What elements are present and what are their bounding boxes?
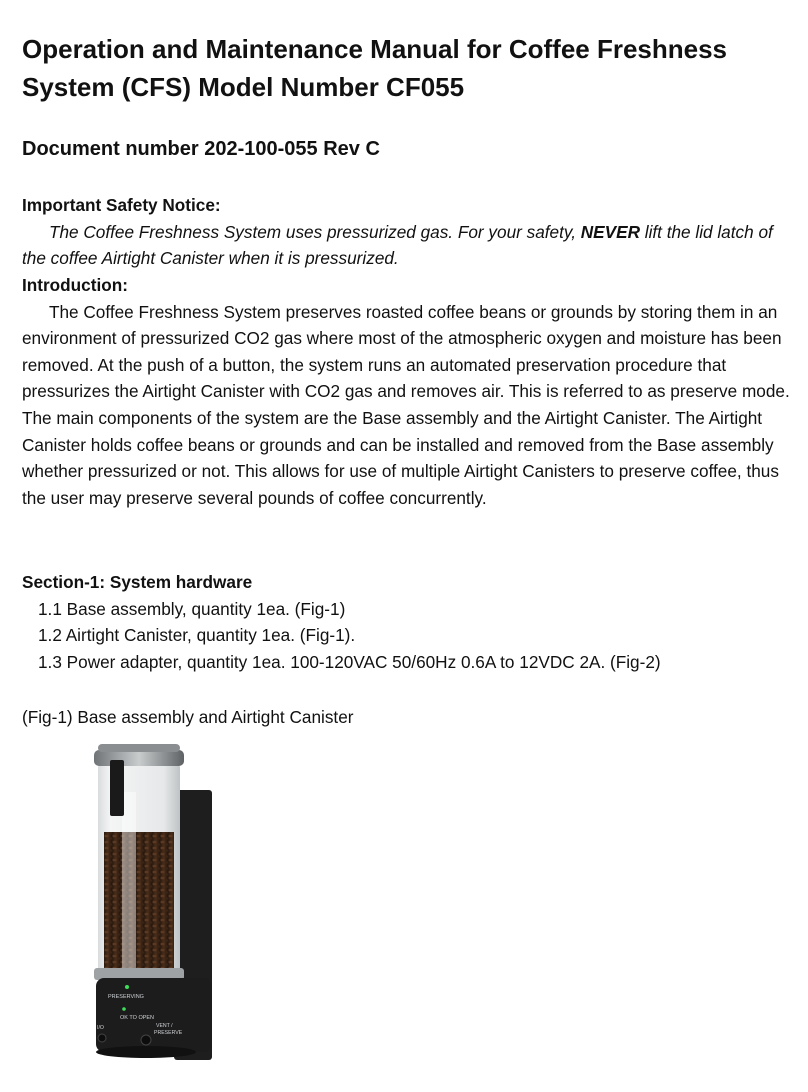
ok-to-open-led <box>122 1007 126 1011</box>
introduction <box>22 272 792 511</box>
coffee-beans <box>104 832 174 972</box>
preserving-led <box>125 985 129 989</box>
base-bottom <box>96 1046 196 1058</box>
lid-top <box>98 744 180 752</box>
page-title: Operation and Maintenance Manual for Coffee Freshness System (CFS) Model Number CF055 <box>22 34 728 102</box>
section-1-heading: Section-1: System hardware <box>22 572 253 592</box>
label-preserving: PRESERVING <box>108 994 144 1000</box>
hardware-item: 1.1 Base assembly, quantity 1ea. (Fig-1) <box>38 598 346 619</box>
safety-text-before: The Coffee Freshness System uses pressurized gas. For your safety, <box>49 221 581 242</box>
intro-body: The Coffee Freshness System preserves roasted coffee beans or grounds by storing them in an environment of pressurized CO2 gas where most of the atmospheric oxygen and moisture has been removed. At the push of a button, the system runs an automated preservation procedure that pressurizes the Airtight Canister with CO2 gas and removes air. This is referred to as preserve mode. The main components of the system are the Base assembly and the Airtight Canister. The Airtight Canister holds coffee beans or grounds and can be installed and removed from the Base assembly whether pressurized or not. This allows for use of multiple Airtight Canisters to preserve coffee, thus the user may preserve several pounds of coffee concurrently. <box>22 301 790 508</box>
safety-text <box>22 219 792 272</box>
hardware-item: 1.3 Power adapter, quantity 1ea. 100-120VAC 50/60Hz 0.6A to 12VDC 2A. (Fig-2) <box>38 651 661 672</box>
figure-1-caption: (Fig-1) Base assembly and Airtight Canister <box>22 707 354 727</box>
document-number: Document number 202-100-055 Rev C <box>22 138 380 160</box>
label-vent: VENT / <box>156 1023 173 1029</box>
safety-notice <box>22 192 792 272</box>
safety-text-after: lift the lid latch of the coffee Airtight Canister when it is pressurized. <box>22 221 773 269</box>
figure-1-image <box>24 732 284 1082</box>
safety-heading: Important Safety Notice: <box>22 195 221 215</box>
safety-emphasis: NEVER <box>580 221 640 242</box>
canister-lid <box>94 750 184 766</box>
label-ok-to-open: OK TO OPEN <box>120 1015 155 1021</box>
section-1 <box>22 569 792 675</box>
hardware-item: 1.2 Airtight Canister, quantity 1ea. (Fig-1). <box>38 625 356 646</box>
label-io: I/O <box>97 1025 104 1031</box>
inner-tube <box>122 792 136 972</box>
coffee-canister-illustration <box>24 732 284 1082</box>
label-preserve: PRESERVE <box>154 1030 183 1036</box>
power-button[interactable] <box>98 1034 106 1042</box>
lid-latch <box>110 760 124 816</box>
intro-heading: Introduction: <box>22 275 128 295</box>
vent-preserve-button[interactable] <box>141 1035 151 1045</box>
